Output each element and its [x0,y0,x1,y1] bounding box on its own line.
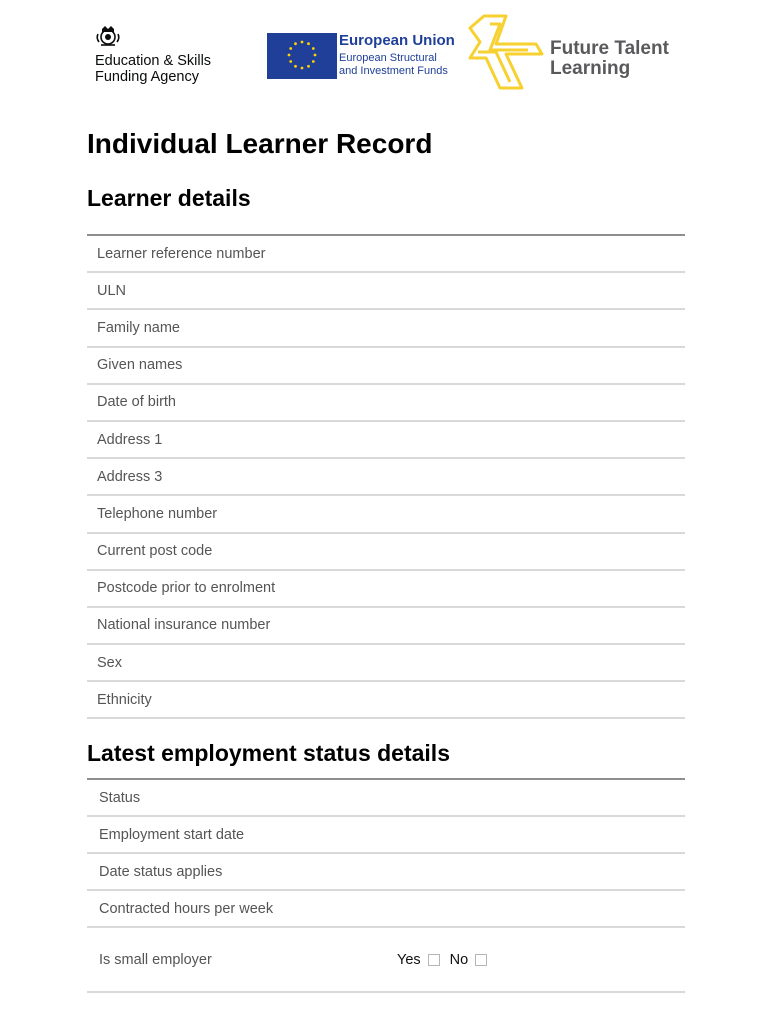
ftl-wordmark [550,39,669,79]
field-label: Status [99,789,141,806]
field-label: Family name [97,319,180,336]
no-label: No [449,951,469,968]
field-address-1[interactable] [87,422,685,459]
esfa-line-2: Funding Agency [95,69,199,85]
field-sex[interactable] [87,645,685,682]
field-label: Contracted hours per week [99,900,274,917]
ftl-line-2: Learning [550,58,631,79]
field-national-insurance-number[interactable] [87,608,685,645]
field-family-name[interactable] [87,310,685,347]
small-employer-options [397,952,497,968]
employment-status-form [87,778,685,993]
field-label: Is small employer [99,951,212,968]
document-header [0,0,770,100]
field-telephone-number[interactable] [87,496,685,533]
field-address-3[interactable] [87,459,685,496]
field-label: Sex [97,654,122,671]
esfa-line-1: Education & Skills [95,53,212,69]
ftl-mark-icon [466,14,550,90]
field-employment-start-date[interactable] [87,817,685,854]
field-learner-reference-number[interactable] [87,236,685,273]
field-contracted-hours-per-week[interactable] [87,891,685,928]
yes-label: Yes [397,951,421,968]
field-label: Current post code [97,543,213,560]
eu-flag-icon [267,33,337,79]
field-label: ULN [97,282,127,299]
field-status[interactable] [87,780,685,817]
employment-status-heading: Latest employment status details [87,740,450,766]
esfa-logo [95,24,245,85]
eu-logo [267,32,467,80]
field-label: National insurance number [97,617,271,634]
field-label: Address 1 [97,431,163,448]
eu-title: European Union [339,32,455,49]
field-date-status-applies[interactable] [87,854,685,891]
ftl-line-1: Future Talent [550,38,669,59]
eu-subtitle-line-2: and Investment Funds [339,65,448,77]
page-title: Individual Learner Record [87,128,433,159]
eu-subtitle-line-1: European Structural [339,52,437,64]
field-current-post-code[interactable] [87,534,685,571]
field-date-of-birth[interactable] [87,385,685,422]
field-label: Date status applies [99,863,223,880]
field-label: Address 3 [97,468,163,485]
field-label: Telephone number [97,505,218,522]
future-talent-learning-logo [466,14,696,94]
yes-checkbox[interactable] [428,954,440,966]
field-given-names[interactable] [87,348,685,385]
field-ethnicity[interactable] [87,682,685,719]
field-label: Ethnicity [97,691,152,708]
field-uln[interactable] [87,273,685,310]
field-label: Date of birth [97,394,176,411]
field-label: Employment start date [99,826,245,843]
learner-details-form [87,234,685,719]
field-postcode-prior-to-enrolment[interactable] [87,571,685,608]
eu-subtitle [339,52,448,78]
field-is-small-employer [87,928,685,993]
no-checkbox[interactable] [475,954,487,966]
field-label: Learner reference number [97,245,266,262]
field-label: Given names [97,357,183,374]
learner-details-heading: Learner details [87,185,251,211]
royal-crest-icon [95,24,121,48]
field-label: Postcode prior to enrolment [97,580,276,597]
